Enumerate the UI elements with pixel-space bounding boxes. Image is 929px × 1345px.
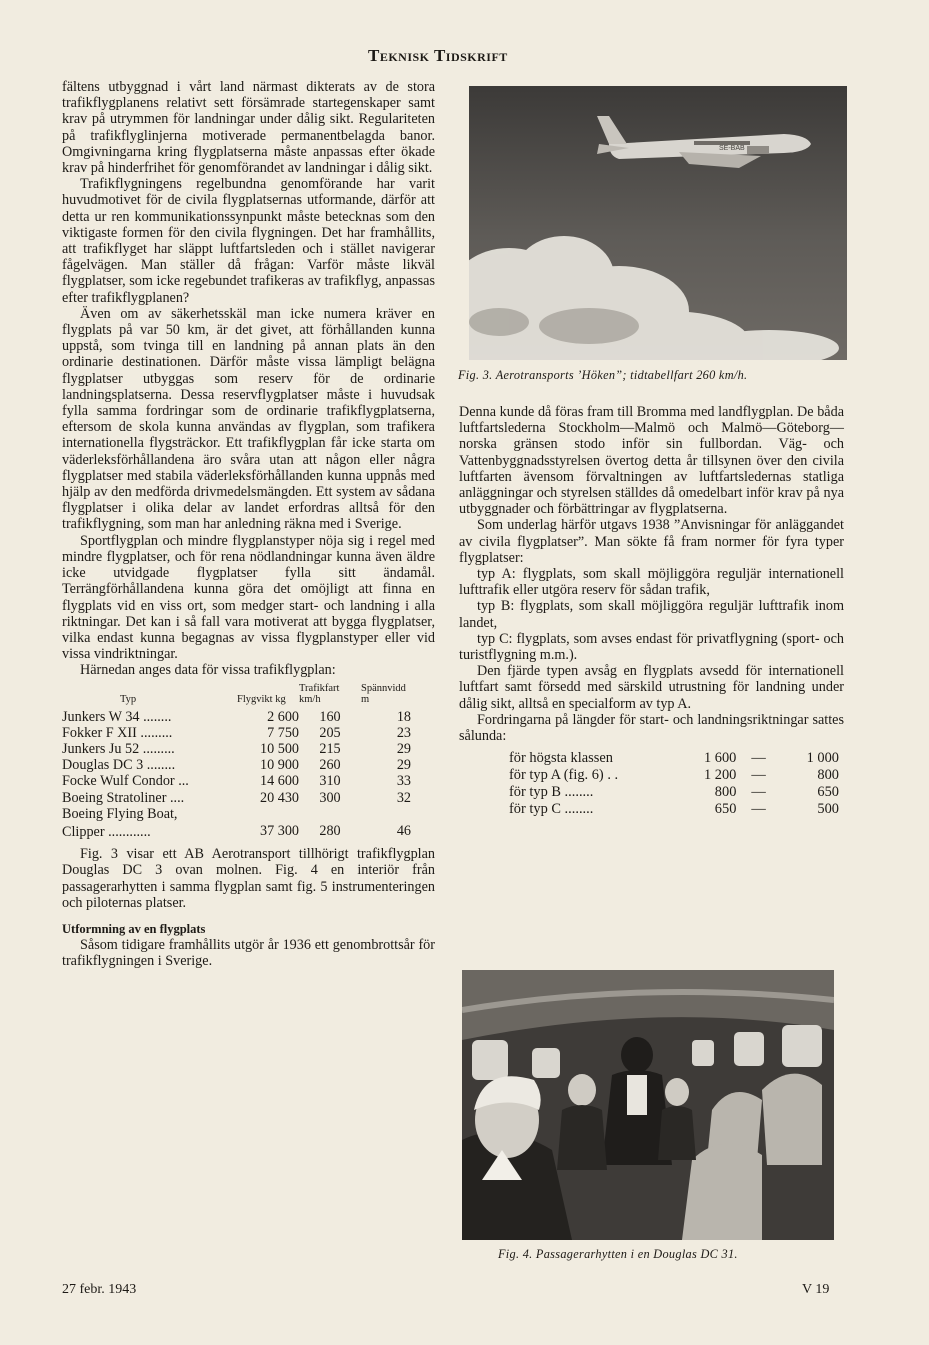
table-row: Junkers Ju 52 ......... 10 500 215 29: [62, 740, 411, 757]
table-row: Boeing Stratoliner .... 20 430 300 32: [62, 789, 411, 806]
figure-3-photo: [469, 86, 847, 360]
paragraph: fältens utbyggnad i vårt land närmast dikterats av de stora trafikflygplanens relativt sett försämrade startegenskaper samt krav på utrymmen för landningar under dålig sikt. Regulariteten på trafikflyglinjerna motiverade permanentbelagda banor. Omgivningarna kring flygplatserna måste anpassas efter ökade krav på hinderfrihet för genomförandet av landningar i dålig sikt.: [62, 79, 435, 177]
table-row: Boeing Flying Boat,: [62, 805, 178, 822]
aircraft-data-table: [62, 683, 415, 841]
plane-registration: SE-BAB: [719, 145, 745, 152]
figure-3-caption: Fig. 3. Aerotransports ’Höken”; tidtabellfart 260 km/h.: [458, 368, 748, 382]
table-row: Junkers W 34 ........ 2 600 160 18: [62, 708, 411, 725]
runway-length-table: [509, 750, 839, 818]
paragraph: typ C: flygplats, som avses endast för privatflygning (sport- och turistflygning m.m.).: [459, 630, 844, 664]
table-row: för högsta klassen 1 600 — 1 000: [509, 750, 839, 767]
col-header-type: Typ: [120, 693, 137, 705]
table-row: Clipper ............ 37 300 280 46: [62, 822, 411, 840]
paragraph: Trafikflygningens regelbundna genomförande har varit huvudmotivet för de civila flygplatsernas utformande, därför att detta ur ren kommunikationssynpunkt måste betecknas som den viktigaste formen för den civila flygningen. Det har framhållits, att trafikflyget har släppt luftfartsleden och i stället navigerar fågelvägen. Man ställer då frågan: Varför måste likväl flygplatser, som icke regebundet trafikeras av trafikflyg, anpassas efter trafikflygplanen?: [62, 176, 435, 306]
table-row: Focke Wulf Condor ... 14 600 310 33: [62, 773, 411, 790]
table-row: för typ B ........ 800 — 650: [509, 784, 839, 801]
table-row: Fokker F XII ......... 7 750 205 23: [62, 724, 411, 741]
paragraph: Såsom tidigare framhållits utgör år 1936 ett genombrottsår för trafikflygningen i Sverige.: [62, 937, 435, 970]
paragraph: typ A: flygplats, som skall möjliggöra reguljär internationell lufttrafik eller utgöra reserv för sådan trafik,: [459, 566, 844, 599]
paragraph: Även om av säkerhetsskäl man icke numera kräver en flygplats på var 50 km, är det givet, att förhållanden kunna uppstå, som tvinga till en landning på annan plats än den ordinarie destinationen. Därför måste vissa lämpligt belägna flygplatser utbyggas som reserv för de ordinarie landningsplatserna. Dessa reservflygplatser måste i huvudsak fylla samma fordringar som de ordinarie trafikflygplatserna, eftersom de skola kunna användas av flygplan, som trafikera internationella flygsträckor. Ett trafikflygplan får icke starta om väderleksförhållandena äro svåra utan att någon eller några flygplatser med stabila väderleksförhållanden kunna uppnås med hjälp av den medförda drivmedelsmängden. Ett system av sådana flygplatser i olika delar av landet erfordras alltså för den trafikflygning, som man har anledning räkna med i Sverige.: [62, 305, 435, 533]
section-heading: Utformning av en flygplats: [62, 921, 206, 936]
table-row: för typ A (fig. 6) . . 1 200 — 800: [509, 767, 839, 784]
paragraph: Som underlag härför utgavs 1938 ”Anvisningar för anläggandet av civila flygplatser”. Man sökte få fram normer för fyra typer flygplatser:: [459, 517, 844, 566]
paragraph: Sportflygplan och mindre flygplanstyper nöja sig i regel med mindre flygplatser, och för rena nödlandningar kunna även äldre icke utvidgade flygplatser fylla sitt ändamål. Terrängförhållandena kunna göra det omöjligt att finna en flygplats vid en viss ort, som medger start- och landning i alla riktningar. Det kan i så fall vara motiverat att bygga flygplatser, vilka endast kunna begagnas av vissa flygplanstyper eller vid vissa vindriktningar.: [62, 532, 435, 663]
journal-title: Teknisk Tidskrift: [368, 46, 508, 65]
right-column: [459, 404, 844, 818]
paragraph: Denna kunde då föras fram till Bromma med landflygplan. De båda luftfartslederna Stockholm—Malmö och Malmö—Göteborg—norska gränsen stodo inför sin fullbordan. Väg- och Vattenbyggnadsstyrelsen övertog detta år tillsynen över den civila luftfarten ävensom förvaltningen av luftfartsledernas statliga anläggningar och styrelsen ställdes då omedelbart inför krav på nya utbyggnader och förbättringar av flygplatserna.: [459, 404, 844, 518]
aircraft-above-clouds-image: [469, 86, 847, 360]
table-row: Douglas DC 3 ........ 10 900 260 29: [62, 757, 411, 774]
paragraph: Fordringarna på längder för start- och landningsriktningar sattes sålunda:: [459, 711, 844, 745]
passenger-cabin-image: [462, 970, 834, 1240]
paragraph: Härnedan anges data för vissa trafikflygplan:: [80, 662, 336, 679]
left-column: [62, 79, 435, 970]
paragraph: typ B: flygplats, som skall möjliggöra reguljär lufttrafik inom landet,: [459, 598, 844, 631]
col-header-speed: Trafikfart km/h: [299, 682, 340, 705]
paragraph: Den fjärde typen avsåg en flygplats avsedd för internationell luftfart samt försedd med särskild utrustning för landning under dålig sikt, alltså en specialform av typ A.: [459, 663, 844, 712]
figure-4-photo: [462, 970, 834, 1240]
page-number: V 19: [802, 1282, 830, 1297]
col-header-span: Spännvidd m: [361, 682, 406, 705]
table-row: för typ C ........ 650 — 500: [509, 801, 839, 818]
col-header-weight: Flygvikt kg: [237, 693, 286, 705]
issue-date: 27 febr. 1943: [62, 1282, 137, 1297]
figure-4-caption: Fig. 4. Passagerarhytten i en Douglas DC 31.: [498, 1247, 738, 1261]
paragraph: Fig. 3 visar ett AB Aerotransport tillhörigt trafikflygplan Douglas DC 3 ovan molnen. Fig. 4 en interiör från passagerarhytten i samma flygplan samt fig. 5 instrumenteringen och piloternas platser.: [62, 846, 435, 911]
